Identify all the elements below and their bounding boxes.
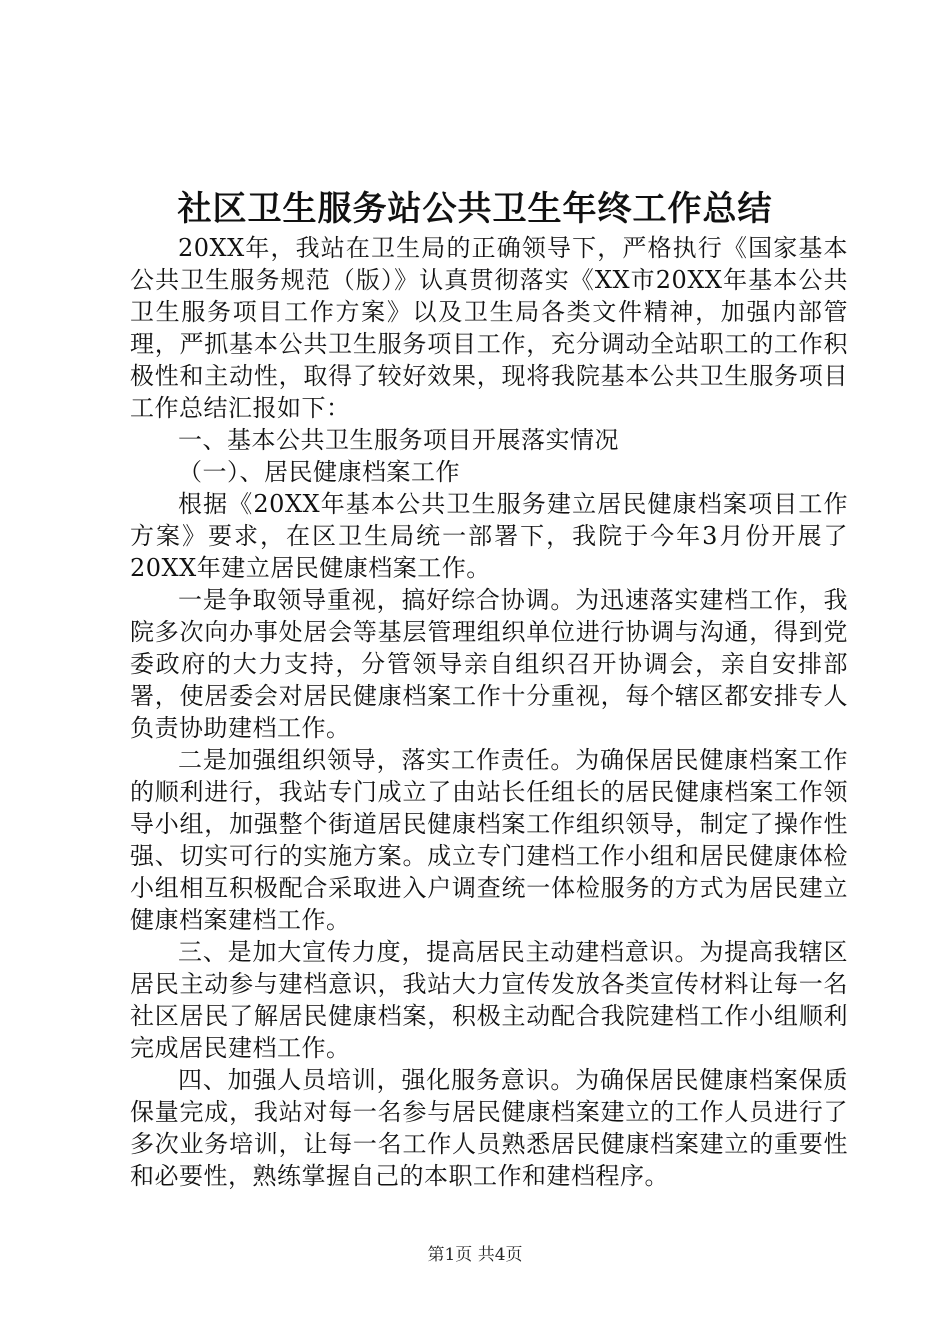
- section-heading-1: 一、基本公共卫生服务项目开展落实情况: [178, 426, 619, 454]
- body-paragraph: 根据《20XX年基本公共卫生服务建立居民健康档案项目工作方案》要求，在区卫生局统一部署下，我院于今年3月份开展了20XX年建立居民健康档案工作。: [130, 490, 848, 582]
- body-paragraph: 四、加强人员培训，强化服务意识。为确保居民健康档案保质保量完成，我站对每一名参与居民健康档案建立的工作人员进行了多次业务培训，让每一名工作人员熟悉居民健康档案建立的重要性和必要性，熟练掌握自己的本职工作和建档程序。: [130, 1066, 848, 1190]
- body-paragraph: 三、是加大宣传力度，提高居民主动建档意识。为提高我辖区居民主动参与建档意识，我站大力宣传发放各类宣传材料让每一名社区居民了解居民健康档案，积极主动配合我院建档工作小组顺利完成居民建档工作。: [130, 938, 848, 1062]
- document-title: 社区卫生服务站公共卫生年终工作总结: [177, 189, 773, 229]
- body-paragraph: 二是加强组织领导，落实工作责任。为确保居民健康档案工作的顺利进行，我站专门成立了由站长任组长的居民健康档案工作领导小组，加强整个街道居民健康档案工作组织领导，制定了操作性强、切实可行的实施方案。成立专门建档工作小组和居民健康体检小组相互积极配合采取进入户调查统一体检服务的方式为居民建立健康档案建档工作。: [130, 746, 848, 934]
- body-paragraph: 一是争取领导重视，搞好综合协调。为迅速落实建档工作，我院多次向办事处居会等基层管理组织单位进行协调与沟通，得到党委政府的大力支持，分管领导亲自组织召开协调会，亲自安排部署，使居委会对居民健康档案工作十分重视，每个辖区都安排专人负责协助建档工作。: [130, 586, 848, 742]
- document-body: [130, 232, 848, 1192]
- page-number-footer: 第1页 共4页: [427, 1245, 523, 1265]
- subsection-heading-1: （一）、居民健康档案工作: [178, 458, 460, 486]
- intro-paragraph: 20XX年，我站在卫生局的正确领导下，严格执行《国家基本公共卫生服务规范（版）》认真贯彻落实《XX市20XX年基本公共卫生服务项目工作方案》以及卫生局各类文件精神，加强内部管理，严抓基本公共卫生服务项目工作，充分调动全站职工的工作积极性和主动性，取得了较好效果，现将我院基本公共卫生服务项目工作总结汇报如下：: [130, 234, 848, 422]
